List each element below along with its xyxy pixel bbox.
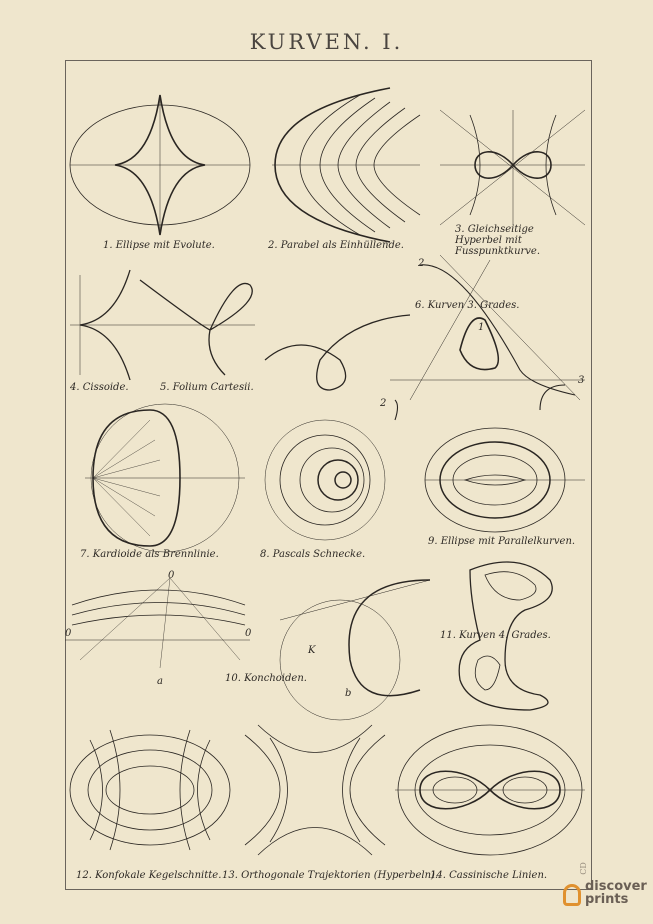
watermark-text [585, 880, 647, 906]
label-konch-k: K [308, 645, 316, 656]
caption-10: 10. Konchoiden. [225, 673, 307, 684]
caption-12: 12. Konfokale Kegelschnitte. [76, 870, 222, 881]
fig-hyperbola-pedal [440, 110, 585, 225]
caption-6: 6. Kurven 3. Grades. [415, 300, 520, 311]
caption-14: 14. Cassinische Linien. [430, 870, 548, 881]
fig-cubic-curves [390, 255, 585, 420]
caption-9: 9. Ellipse mit Parallelkurven. [428, 536, 576, 547]
fig-ellipse-evolute [70, 95, 250, 235]
fig-orthogonal-trajectories [245, 725, 385, 855]
watermark-line2: prints [585, 892, 629, 907]
caption-7: 7. Kardioide als Brennlinie. [80, 549, 219, 560]
fig-cissoid-folium [70, 270, 255, 380]
fig-cassini-ovals [395, 725, 585, 855]
fig-confocal-conics [70, 730, 230, 850]
label-konch-a: a [157, 676, 163, 687]
caption-3: 3. Gleichseitige Hyperbel mit Fusspunktkurve. [455, 224, 541, 257]
caption-11: 11. Kurven 4. Grades. [440, 630, 551, 641]
label-konch-o-left: 0 [65, 628, 72, 639]
label-konch-b: b [345, 688, 352, 699]
caption-2: 2. Parabel als Einhüllende. [268, 240, 404, 251]
watermark-logo [563, 880, 647, 910]
fig-parallel-curves [425, 428, 585, 532]
discover-prints-icon [563, 884, 581, 906]
side-mark: CD [578, 862, 588, 875]
caption-8: 8. Pascals Schnecke. [260, 549, 366, 560]
caption-5: 5. Folium Cartesii. [160, 382, 254, 393]
label-konch-o-top: 0 [168, 570, 175, 581]
label-curve-1: 1 [478, 322, 485, 333]
fig-pascal-limacon [265, 420, 385, 540]
fig-parabola-envelope [272, 88, 420, 242]
label-konch-o-right: 0 [245, 628, 252, 639]
fig-conchoids [65, 578, 430, 720]
caption-13: 13. Orthogonale Trajektorien (Hyperbeln). [222, 870, 439, 881]
fig-cardioid [85, 404, 245, 552]
plate-title: KURVEN. I. [249, 30, 404, 54]
fig-loop-curve [265, 315, 410, 390]
watermark-line1: discover [585, 879, 647, 894]
caption-4: 4. Cissoide. [70, 382, 129, 393]
caption-1: 1. Ellipse mit Evolute. [103, 240, 215, 251]
label-curve-2b: 2 [380, 398, 387, 409]
label-curve-2a: 2 [418, 258, 425, 269]
label-curve-3: 3 [578, 375, 585, 386]
